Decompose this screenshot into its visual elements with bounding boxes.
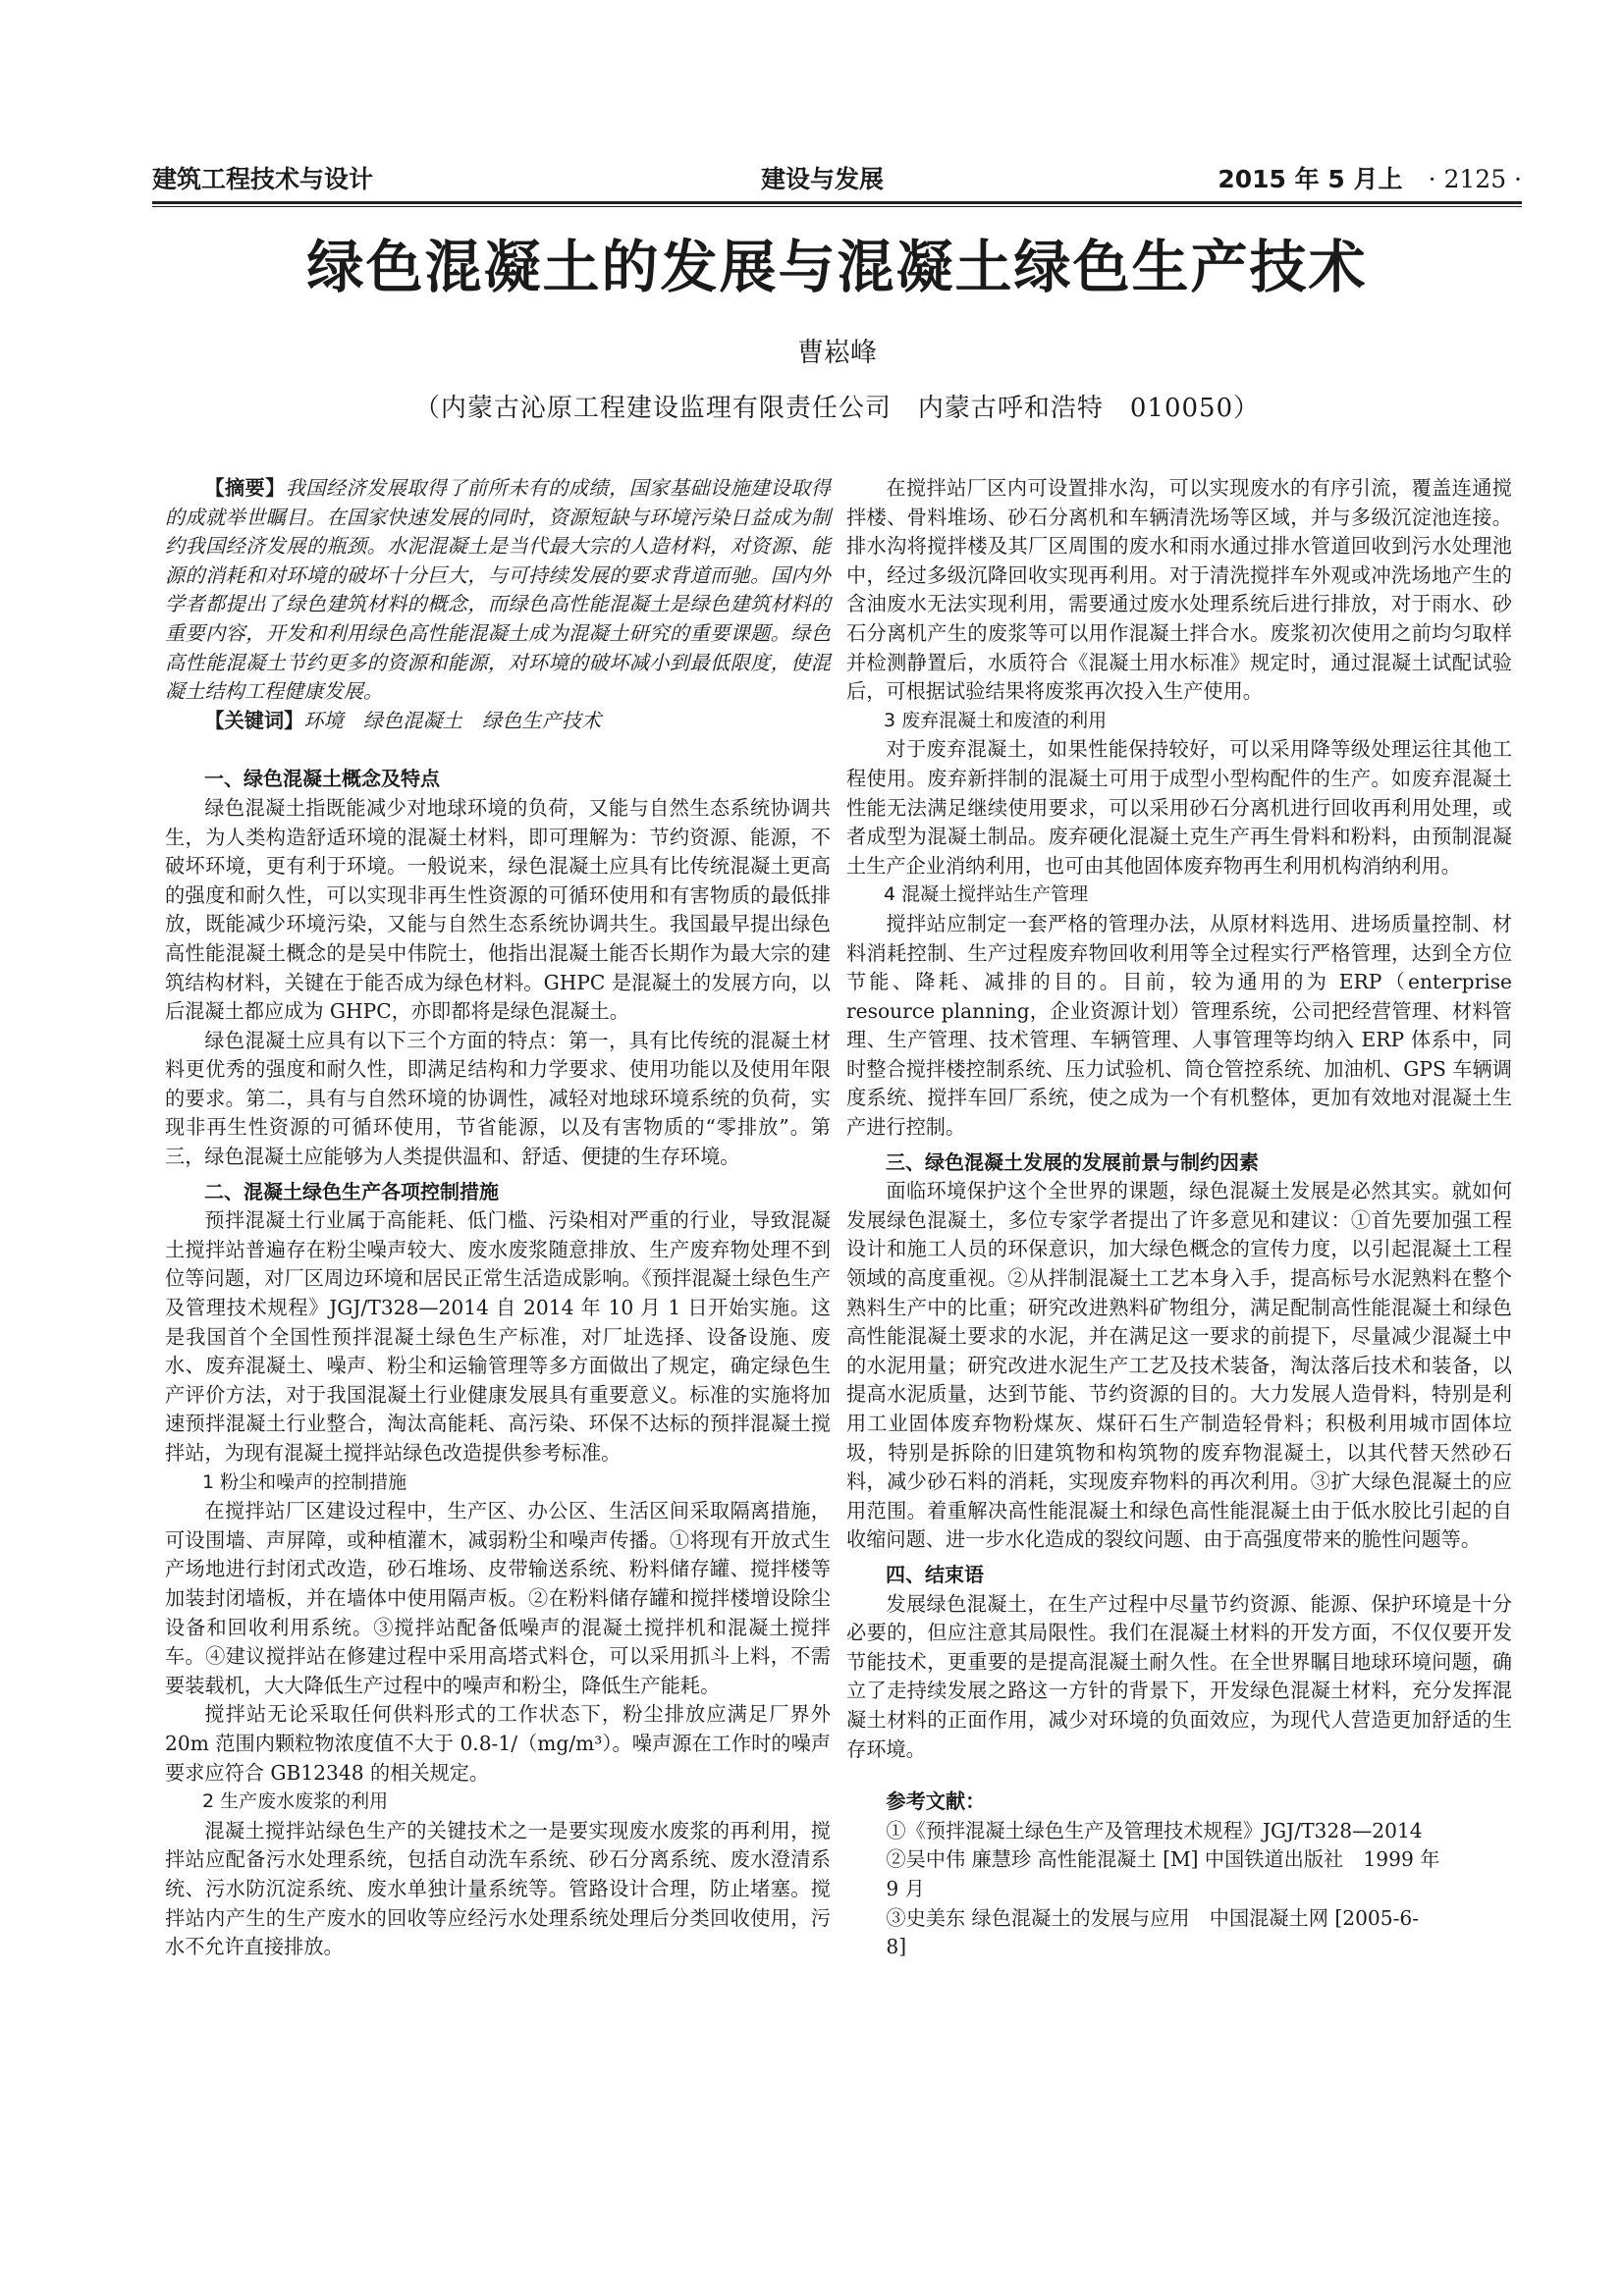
section-heading-3: 三、绿色混凝土发展的发展前景与制约因素 <box>886 1149 1259 1174</box>
subsection-heading-4: 4 混凝土搅拌站生产管理 <box>884 883 1089 906</box>
keywords <box>165 707 831 736</box>
paragraph: 在搅拌站厂区内可设置排水沟，可以实现废水的有序引流，覆盖连通搅拌楼、骨料堆场、砂石分离机和车辆清洗场等区域，并与多级沉淀池连接。排水沟将搅拌楼及其厂区周围的废水和雨水通过排水管道回收到污水处理池中，经过多级沉降回收实现再利用。对于清洗搅拌车外观或冲洗场地产生的含油废水无法实现利用，需要通过废水处理系统后进行排放，对于雨水、砂石分离机产生的废浆等可以用作混凝土拌合水。废浆初次使用之前均匀取样并检测静置后，水质符合《混凝土用水标准》规定时，通过混凝土试配试验后，可根据试验结果将废浆再次投入生产使用。 <box>846 476 1512 704</box>
section-heading-2: 二、混凝土绿色生产各项控制措施 <box>204 1179 499 1203</box>
header-rule-thin <box>152 206 1522 207</box>
reference-item: ③史美东 绿色混凝土的发展与应用 中国混凝土网 [2005-6- <box>886 1905 1420 1930</box>
paragraph: 对于废弃混凝土，如果性能保持较好，可以采用降等级处理运往其他工程使用。废弃新拌制的混凝土可用于成型小型构配件的生产。如废弃混凝土性能无法满足继续使用要求，可以采用砂石分离机进行回收再利用处理，或者成型为混凝土制品。废弃硬化混凝土克生产再生骨料和粉料，由预制混凝土生产企业消纳利用，也可由其他固体废弃物再生利用机构消纳利用。 <box>846 737 1512 878</box>
abstract-tag: 【摘要】 <box>204 476 286 500</box>
reference-item-cont: 9 月 <box>886 1876 925 1900</box>
paragraph: 搅拌站无论采取任何供料形式的工作状态下，粉尘排放应满足厂界外 20m 范围内颗粒物浓度值不大于 0.8-1/（mg/m³）。噪声源在工作时的噪声要求应符合 GB12348 的相关规定。 <box>165 1702 831 1785</box>
issue-date: 2015 年 5 月上 <box>1218 165 1403 193</box>
reference-item: ①《预拌混凝土绿色生产及管理技术规程》JGJ/T328—2014 <box>886 1818 1423 1842</box>
subsection-heading-2: 2 生产废水废浆的利用 <box>202 1790 389 1813</box>
page-number: · 2125 · <box>1428 165 1522 193</box>
paragraph: 混凝土搅拌站绿色生产的关键技术之一是要实现废水废浆的再利用，搅拌站应配备污水处理系统，包括自动洗车系统、砂石分离系统、废水澄清系统、污水防沉淀系统、废水单独计量系统等。管路设计合理，防止堵塞。搅拌站内产生的生产废水的回收等应经污水处理系统处理后分类回收使用，污水不允许直接排放。 <box>165 1818 831 1959</box>
article-author: 曹崧峰 <box>797 338 877 368</box>
journal-name: 建筑工程技术与设计 <box>152 165 374 193</box>
paragraph: 绿色混凝土指既能减少对地球环境的负荷，又能与自然生态系统协调共生，为人类构造舒适环境的混凝土材料，即可理解为：节约资源、能源，不破坏环境，更有利于环境。一般说来，绿色混凝土应具有比传统混凝土更高的强度和耐久性，可以实现非再生性资源的可循环使用和有害物质的最低排放，既能减少环境污染，又能与自然生态系统协调共生。我国最早提出绿色高性能混凝土概念的是吴中伟院士，他指出混凝土能否长期作为最大宗的建筑结构材料，关键在于能否成为绿色材料。GHPC 是混凝土的发展方向，以后混凝土都应成为 GHPC，亦即都将是绿色混凝土。 <box>165 795 831 1024</box>
paragraph: 面临环境保护这个全世界的课题，绿色混凝土发展是必然其实。就如何发展绿色混凝土，多位专家学者提出了许多意见和建议：①首先要加强工程设计和施工人员的环保意识，加大绿色概念的宣传力度，以引起混凝土工程领域的高度重视。②从拌制混凝土工艺本身入手，提高标号水泥熟料在整个熟料生产中的比重；研究改进熟料矿物组分，满足配制高性能混凝土和绿色高性能混凝土要求的水泥，并在满足这一要求的前提下，尽量减少混凝土中的水泥用量；研究改进水泥生产工艺及技术装备，淘汰落后技术和装备，以提高水泥质量，达到节能、节约资源的目的。大力发展人造骨料，特别是利用工业固体废弃物粉煤灰、煤矸石生产制造轻骨料；积极利用城市固体垃圾，特别是拆除的旧建筑物和构筑物的废弃物混凝土，以其代替天然砂石料，减少砂石料的消耗，实现废弃物料的再次利用。③扩大绿色混凝土的应用范围。着重解决高性能混凝土和绿色高性能混凝土由于低水胶比引起的自收缩问题、进一步水化造成的裂纹问题、由于高强度带来的脆性问题等。 <box>846 1179 1512 1552</box>
abstract <box>165 474 831 707</box>
paragraph: 绿色混凝土应具有以下三个方面的特点：第一，具有比传统的混凝土材料更优秀的强度和耐久性，即满足结构和力学要求、使用功能以及使用年限的要求。第二，具有与自然环境的协调性，减轻对地球环境系统的负荷，实现非再生性资源的可循环使用，节省能源，以及有害物质的“零排放”。第三，绿色混凝土应能够为人类提供温和、舒适、便捷的生存环境。 <box>165 1028 831 1169</box>
paragraph: 在搅拌站厂区建设过程中，生产区、办公区、生活区间采取隔离措施，可设围墙、声屏障，或种植灌木，减弱粉尘和噪声传播。①将现有开放式生产场地进行封闭式改造，砂石堆场、皮带输送系统、粉料储存罐、搅拌楼等加装封闭墙板，并在墙体中使用隔声板。②在粉料储存罐和搅拌楼增设除尘设备和回收利用系统。③搅拌站配备低噪声的混凝土搅拌机和混凝土搅拌车。④建议搅拌站在修建过程中采用高塔式料仓，可以采用抓斗上料，不需要装载机，大大降低生产过程中的噪声和粉尘，降低生产能耗。 <box>165 1499 831 1697</box>
right-column <box>846 474 1512 1962</box>
section-name: 建设与发展 <box>761 165 885 193</box>
paragraph: 搅拌站应制定一套严格的管理办法，从原材料选用、进场质量控制、材料消耗控制、生产过程废弃物回收利用等全过程实行严格管理，达到全方位节能、降耗、减排的目的。目前，较为通用的为 ERP（enterprise resource planning，企业资源计划）管理系统，公司把经营管理、材料管理、生产管理、技术管理、车辆管理、人事管理等均纳入 ERP 体系中，同时整合搅拌楼控制系统、压力试验机、筒仓管控系统、加油机、GPS 车辆调度系统、搅拌车回厂系统，使之成为一个有机整体，更加有效地对混凝土生产进行控制。 <box>846 911 1512 1140</box>
article-affiliation: （内蒙古沁原工程建设监理有限责任公司 内蒙古呼和浩特 010050） <box>413 394 1261 423</box>
header-rule <box>152 201 1522 204</box>
section-heading-1: 一、绿色混凝土概念及特点 <box>204 767 440 791</box>
keywords-tag: 【关键词】 <box>204 708 304 732</box>
issue-page <box>1218 157 1522 202</box>
references-title: 参考文献： <box>886 1789 986 1814</box>
abstract-text: 我国经济发展取得了前所未有的成绩，国家基础设施建设取得的成就举世瞩目。在国家快速发展的同时，资源短缺与环境污染日益成为制约我国经济发展的瓶颈。水泥混凝土是当代最大宗的人造材料，对资源、能源的消耗和对环境的破坏十分巨大，与可持续发展的要求背道而驰。国内外学者都提出了绿色建筑材料的概念，而绿色高性能混凝土是绿色建筑材料的重要内容，开发和利用绿色高性能混凝土成为混凝土研究的重要课题。绿色高性能混凝土节约更多的资源和能源，对环境的破坏减小到最低限度，使混凝土结构工程健康发展。 <box>165 476 831 704</box>
paragraph: 预拌混凝土行业属于高能耗、低门槛、污染相对严重的行业，导致混凝土搅拌站普遍存在粉尘噪声较大、废水废浆随意排放、生产废弃物处理不到位等问题，对厂区周边环境和居民正常生活造成影响。《预拌混凝土绿色生产及管理技术规程》JGJ/T328—2014 自 2014 年 10 月 1 日开始实施。这是我国首个全国性预拌混凝土绿色生产标准，对厂址选择、设备设施、废水、废弃混凝土、噪声、粉尘和运输管理等多方面做出了规定，确定绿色生产评价方法，对于我国混凝土行业健康发展具有重要意义。标准的实施将加速预拌混凝土行业整合，淘汰高能耗、高污染、环保不达标的预拌混凝土搅拌站，为现有混凝土搅拌站绿色改造提供参考标准。 <box>165 1208 831 1465</box>
subsection-heading-3: 3 废弃混凝土和废渣的利用 <box>884 709 1108 731</box>
paragraph: 发展绿色混凝土，在生产过程中尽量节约资源、能源、保护环境是十分必要的，但应注意其局限性。我们在混凝土材料的开发方面，不仅仅要开发节能技术，更重要的是提高混凝土耐久性。在全世界瞩目地球环境问题，确立了走持续发展之路这一方针的背景下，开发绿色混凝土材料，充分发挥混凝土材料的正面作用，减少对环境的负面效应，为现代人营造更加舒适的生存环境。 <box>846 1591 1512 1761</box>
article-title: 绿色混凝土的发展与混凝土绿色生产技术 <box>306 234 1368 300</box>
section-heading-4: 四、结束语 <box>886 1562 984 1586</box>
reference-item-cont: 8] <box>886 1935 907 1959</box>
reference-item: ②吴中伟 廉慧珍 高性能混凝土 [M] 中国铁道出版社 1999 年 <box>886 1847 1440 1872</box>
subsection-heading-1: 1 粉尘和噪声的控制措施 <box>202 1470 407 1493</box>
running-header <box>152 157 1522 202</box>
left-column <box>165 474 831 1962</box>
keywords-text: 环境 绿色混凝土 绿色生产技术 <box>303 708 602 732</box>
